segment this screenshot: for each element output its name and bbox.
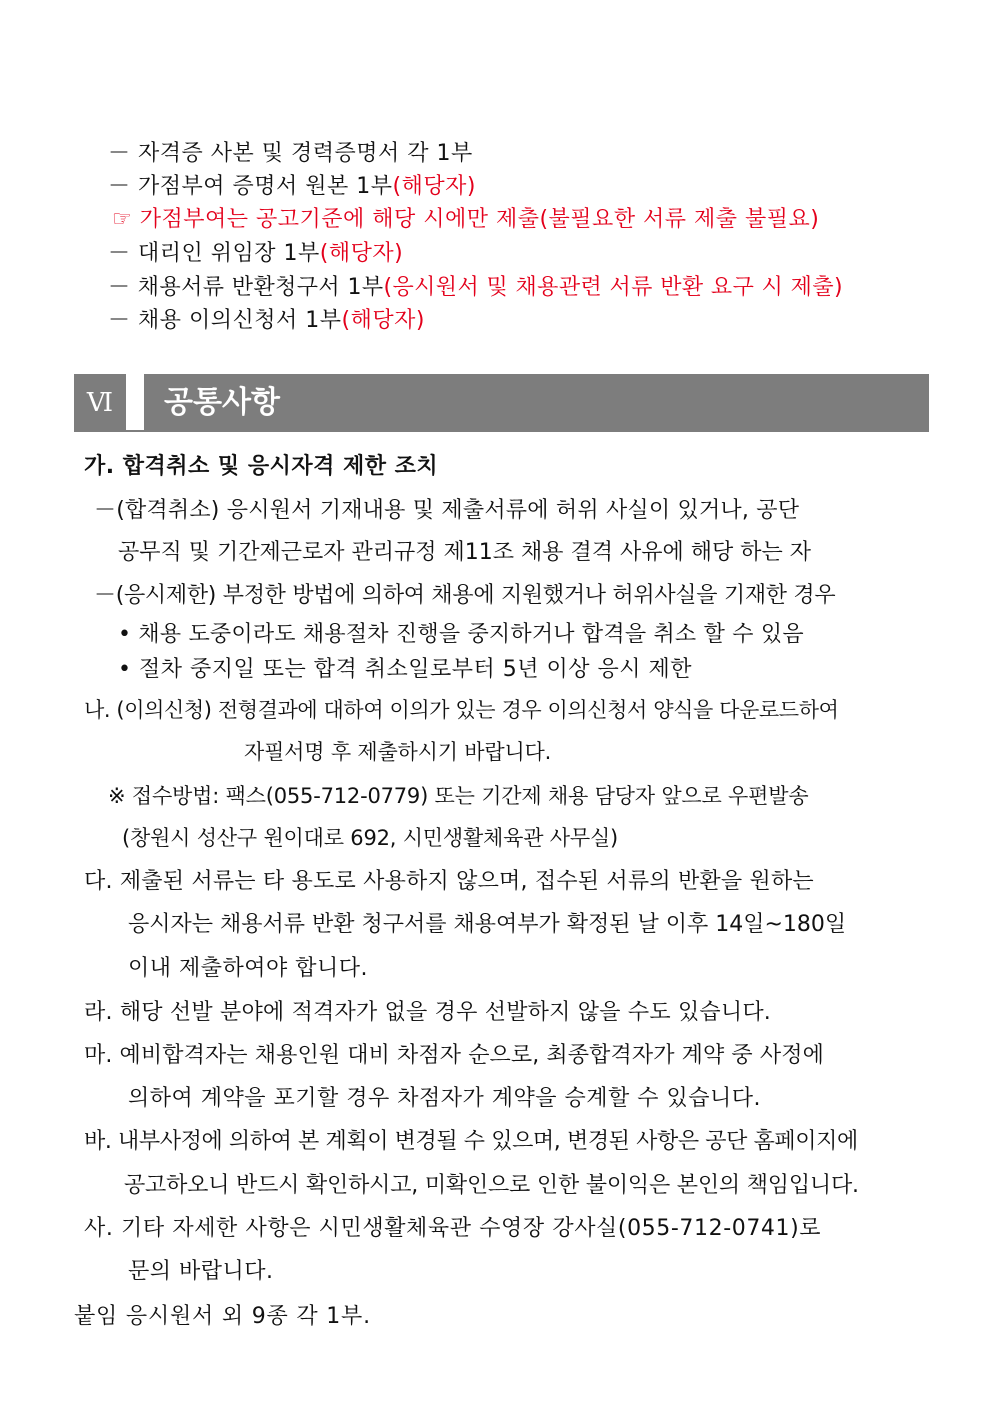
doc-item-note: (응시원서 및 채용관련 서류 반환 요구 시 제출): [383, 275, 843, 300]
attachment-line: 붙임 응시원서 외 9종 각 1부.: [74, 1304, 371, 1329]
item-da-line1: 다. 제출된 서류는 타 용도로 사용하지 않으며, 접수된 서류의 반환을 원하는: [84, 869, 814, 894]
item-ra: 라. 해당 선발 분야에 적격자가 없을 경우 선발하지 않을 수도 있습니다.: [84, 1000, 771, 1025]
item-na-note1: ※ 접수방법: 팩스(055-712-0779) 또는 기간제 채용 담당자 앞으로 우편발송: [108, 784, 809, 808]
item-ga-bullet2: • 절차 중지일 또는 합격 취소일로부터 5년 이상 응시 제한: [118, 657, 692, 682]
item-na-line1: 나. (이의신청) 전형결과에 대하여 이의가 있는 경우 이의신청서 양식을 다운로드하여: [84, 698, 839, 722]
section-underline: [74, 430, 929, 432]
doc-item-bonus-cert: [108, 172, 476, 202]
doc-item-return-request: [108, 273, 843, 303]
section-title: 공통사항: [164, 385, 280, 420]
item-ba-line1: 바. 내부사정에 의하여 본 계획이 변경될 수 있으며, 변경된 사항은 공단 홈페이지에: [84, 1129, 858, 1154]
item-ga-cancel-line2: 공무직 및 기간제근로자 관리규정 제11조 채용 결격 사유에 해당 하는 자: [118, 540, 811, 565]
doc-item-bonus-notice: [112, 205, 819, 235]
item-ma-line2: 의하여 계약을 포기할 경우 차점자가 계약을 승계할 수 있습니다.: [128, 1086, 761, 1111]
doc-item-note: (해당자): [392, 174, 476, 199]
item-na-line2: 자필서명 후 제출하시기 바랍니다.: [244, 740, 552, 764]
item-ga-heading: 가. 합격취소 및 응시자격 제한 조치: [84, 454, 439, 479]
section-header-bar: [144, 374, 929, 432]
item-na-note2: (창원시 성산구 원이대로 692, 시민생활체육관 사무실): [122, 826, 619, 850]
doc-item-text: － 대리인 위임장 1부: [108, 241, 320, 266]
doc-item-text: － 자격증 사본 및 경력증명서 각 1부: [108, 141, 473, 166]
doc-item-license: [108, 139, 473, 169]
doc-item-proxy: [108, 239, 403, 269]
doc-item-objection: [108, 306, 425, 336]
doc-item-text: － 채용서류 반환청구서 1부: [108, 275, 384, 300]
doc-item-note: ☞ 가점부여는 공고기준에 해당 시에만 제출(불필요한 서류 제출 불필요): [112, 207, 820, 232]
item-sa-line1: 사. 기타 자세한 사항은 시민생활체육관 수영장 강사실(055-712-0741)로: [84, 1216, 822, 1241]
item-da-line2: 응시자는 채용서류 반환 청구서를 채용여부가 확정된 날 이후 14일~180일: [128, 912, 847, 937]
doc-item-text: － 가점부여 증명서 원본 1부: [108, 174, 393, 199]
item-ga-cancel-line1: －(합격취소) 응시원서 기재내용 및 제출서류에 허위 사실이 있거나, 공단: [94, 498, 800, 523]
item-ga-restrict: －(응시제한) 부정한 방법에 의하여 채용에 지원했거나 허위사실을 기재한 경우: [94, 583, 836, 608]
doc-item-note: (해당자): [319, 241, 404, 266]
item-ba-line2: 공고하오니 반드시 확인하시고, 미확인으로 인한 불이익은 본인의 책임입니다.: [124, 1173, 859, 1198]
item-da-line3: 이내 제출하여야 합니다.: [128, 956, 369, 981]
doc-item-text: － 채용 이의신청서 1부: [108, 308, 342, 333]
section-number: Ⅵ: [74, 374, 126, 432]
item-ga-bullet1: • 채용 도중이라도 채용절차 진행을 중지하거나 합격을 취소 할 수 있음: [118, 622, 804, 647]
item-ma-line1: 마. 예비합격자는 채용인원 대비 차점자 순으로, 최종합격자가 계약 중 사정에: [84, 1043, 824, 1068]
doc-item-note: (해당자): [341, 308, 425, 333]
item-sa-line2: 문의 바랍니다.: [128, 1259, 274, 1284]
